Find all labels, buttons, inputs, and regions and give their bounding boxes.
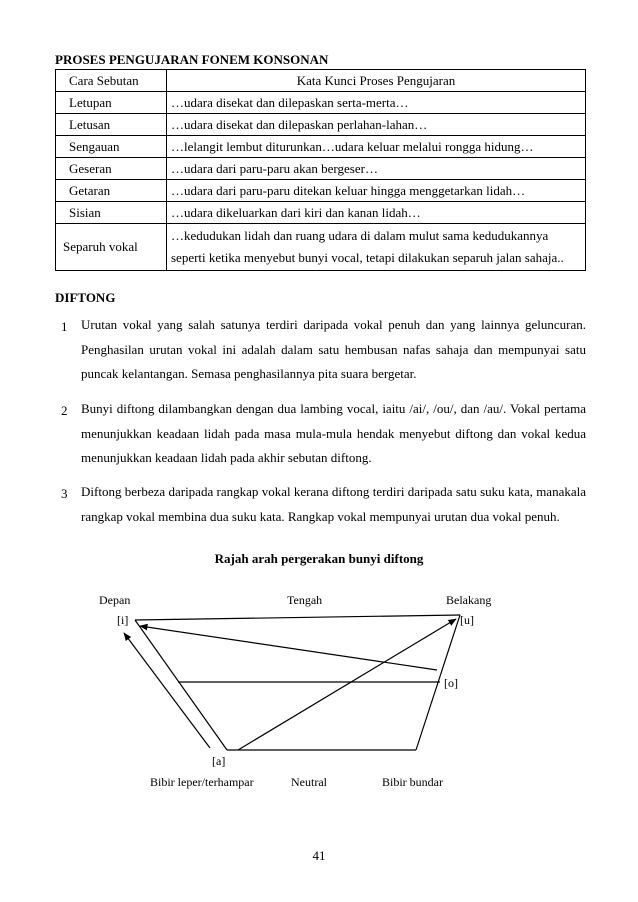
label-tengah: Tengah: [287, 593, 323, 607]
diagram-title: Rajah arah pergerakan bunyi diftong: [214, 551, 424, 566]
diftong-heading: DIFTONG: [55, 290, 116, 305]
cell-cara: Getaran: [56, 180, 167, 202]
cell-cara: Letusan: [56, 114, 167, 136]
section-heading: PROSES PENGUJARAN FONEM KONSONAN: [55, 52, 329, 67]
cell-cara: Sisian: [56, 202, 167, 224]
arrow-a-to-i: [124, 633, 210, 748]
vowel-u: [u]: [460, 613, 474, 627]
cell-kunci-line-2: seperti ketika menyebut bunyi vocal, tetapi dilakukan separuh jalan sahaja..: [171, 250, 564, 265]
cell-kunci: …udara dari paru-paru ditekan keluar hingga menggetarkan lidah…: [167, 180, 586, 202]
cell-kunci: …udara dikeluarkan dari kiri dan kanan lidah…: [167, 202, 586, 224]
vowel-a: [a]: [212, 754, 226, 768]
label-neutral: Neutral: [291, 775, 327, 789]
header-kunci: Kata Kunci Proses Pengujaran: [167, 70, 586, 92]
header-cara: Cara Sebutan: [56, 70, 167, 92]
label-bibir-leper: Bibir leper/terhampar: [150, 775, 254, 789]
item-number: 3: [61, 486, 68, 501]
label-belakang: Belakang: [446, 593, 492, 607]
item-number: 2: [61, 403, 68, 418]
vowel-o: [o]: [444, 676, 458, 690]
cell-kunci-line-1: …kedudukan lidah dan ruang udara di dalam mulut sama kedudukannya: [171, 228, 549, 243]
arrow-a-to-u: [238, 619, 456, 750]
cell-cara: Geseran: [56, 158, 167, 180]
label-depan: Depan: [99, 593, 131, 607]
cell-kunci: …lelangit lembut diturunkan…udara keluar melalui rongga hidung…: [167, 136, 586, 158]
trapezoid-top-edge: [135, 615, 460, 620]
label-bibir-bundar: Bibir bundar: [382, 775, 443, 789]
cell-kunci: …udara disekat dan dilepaskan serta-merta…: [167, 92, 586, 114]
list-item: Bunyi diftong dilambangkan dengan dua lambing vocal, iaitu /ai/, /ou/, dan /au/. Vokal pertama menunjukkan keadaan lidah pada masa mula-mula hendak menyebut diftong dan vokal kedua menunjukkan keadaan lidah pada akhir sebutan diftong.: [81, 401, 586, 465]
cell-cara: Letupan: [56, 92, 167, 114]
trapezoid-left-edge: [135, 620, 227, 750]
item-number: 1: [61, 319, 68, 334]
arrow-o-to-i: [140, 626, 437, 670]
cell-cara: Separuh vokal: [56, 224, 167, 271]
page-number: 41: [312, 848, 326, 863]
list-item: Diftong berbeza daripada rangkap vokal kerana diftong terdiri daripada satu suku kata, manakala rangkap vokal membina dua suku kata. Rangkap vokal mempunyai urutan dua vokal penuh.: [81, 484, 586, 524]
list-item: Urutan vokal yang salah satunya terdiri daripada vokal penuh dan yang lainnya geluncuran. Penghasilan urutan vokal ini adalah dalam satu hembusan nafas sahaja dan mempunyai satu puncak kelantangan. Semasa penghasilannya pita suara bergetar.: [81, 317, 586, 381]
cell-cara: Sengauan: [56, 136, 167, 158]
cell-kunci: …udara disekat dan dilepaskan perlahan-lahan…: [167, 114, 586, 136]
cell-kunci: …udara dari paru-paru akan bergeser…: [167, 158, 586, 180]
vowel-i: [i]: [117, 613, 129, 627]
